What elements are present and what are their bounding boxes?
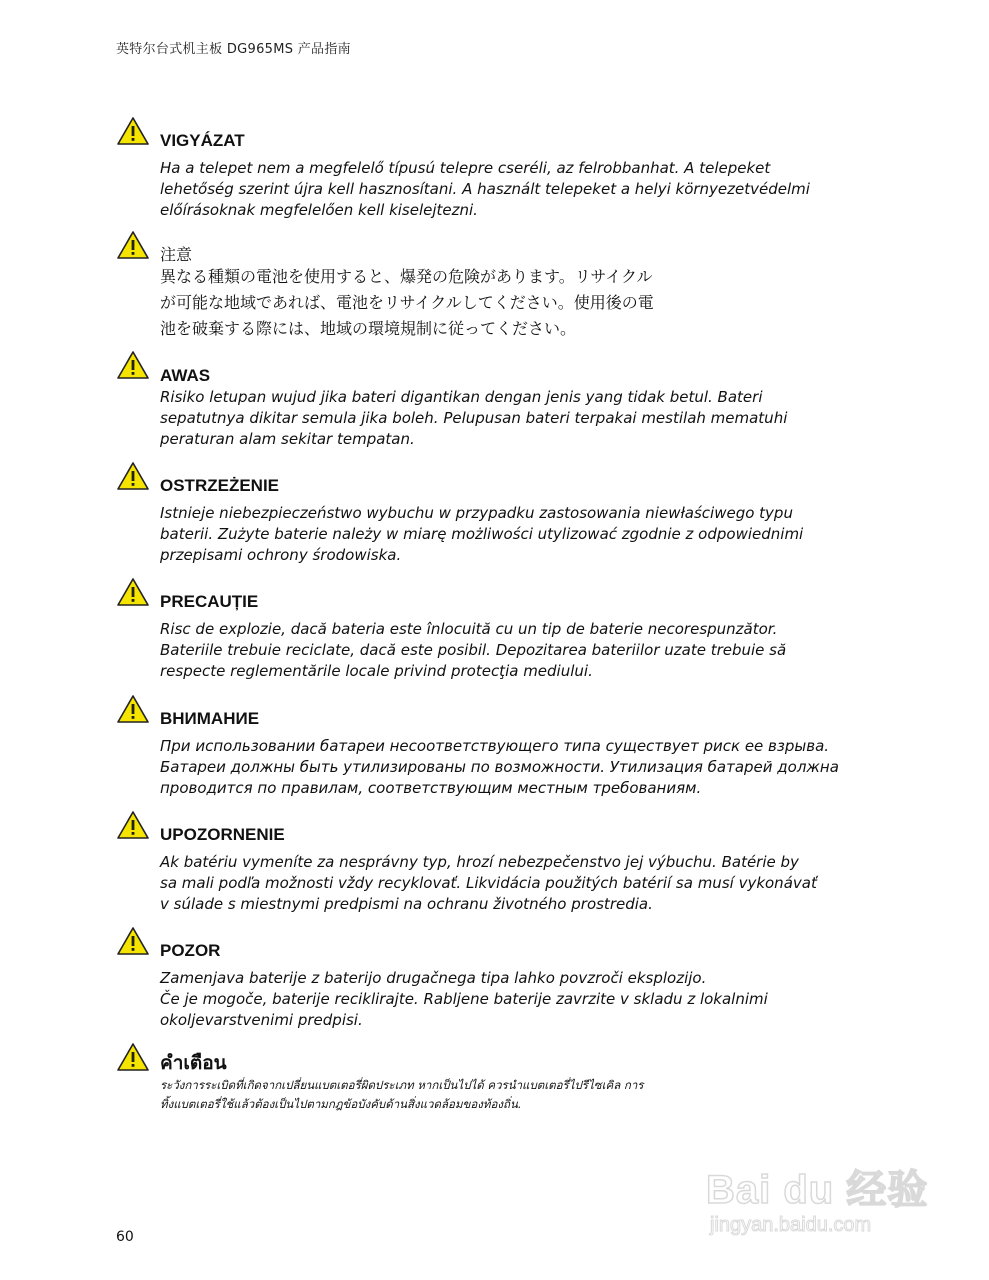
warning-text-line: sepatutnya dikitar semula jika boleh. Pelupusan bateri terpakai mestilah mematuhi — [160, 409, 788, 427]
warning-text — [160, 264, 880, 342]
warning-text-line: előírásoknak megfelelően kell kiselejtezni. — [160, 201, 478, 219]
warning-text-line: Če je mogoče, baterije reciklirajte. Rabljene baterije zavrzite v skladu z lokalnimi — [160, 990, 768, 1008]
warning-text-line: При использовании батареи несоответствующего типа существует риск ее взрыва. — [160, 737, 830, 755]
warning-text — [160, 619, 880, 682]
warning-title: VIGYÁZAT — [160, 131, 245, 150]
warning-text-line: ระวังการระเบิดที่เกิดจากเปลี่ยนแบตเตอรี่ผิดประเภท หากเป็นไปได้ ควรนำแบตเตอรี่ไปรีไซเคิล การ — [160, 1078, 644, 1092]
warning-triangle-icon — [116, 810, 150, 840]
warning-text — [160, 387, 880, 450]
warning-text-line: okoljevarstvenimi predpisi. — [160, 1011, 363, 1029]
warning-text-line: Bateriile trebuie reciclate, dacă este posibil. Depozitarea bateriilor uzate trebuie să — [160, 641, 787, 659]
warning-triangle-icon — [116, 577, 150, 607]
warning-text-line: Батареи должны быть утилизированы по возможности. Утилизация батарей должна — [160, 758, 839, 776]
warning-text-line: Risiko letupan wujud jika bateri digantikan dengan jenis yang tidak betul. Bateri — [160, 388, 763, 406]
warning-title: ВНИМАНИЕ — [160, 709, 260, 728]
warning-text — [160, 968, 880, 1031]
warning-title: POZOR — [160, 941, 221, 960]
warning-title: PRECAUȚIE — [160, 592, 259, 611]
warning-text-line: 池を破棄する際には、地域の環境規制に従ってください。 — [160, 319, 577, 338]
warning-text-line: проводится по правилам, соответствующим местным требованиям. — [160, 779, 702, 797]
warning-text-line: v súlade s miestnymi predpismi na ochranu životného prostredia. — [160, 895, 653, 913]
watermark-url: jingyan.baidu.com — [710, 1214, 872, 1236]
warning-triangle-icon — [116, 694, 150, 724]
warning-text-line: が可能な地域であれば、電池をリサイクルしてください。使用後の電 — [160, 293, 654, 312]
warning-text-line: lehetőség szerint újra kell hasznosítani. A használt telepeket a helyi környezetvédelmi — [160, 180, 810, 198]
warning-title: UPOZORNENIE — [160, 825, 285, 844]
warning-title: OSTRZEŻENIE — [160, 476, 280, 495]
warning-triangle-icon — [116, 926, 150, 956]
warning-text-line: przepisami ochrony środowiska. — [160, 546, 402, 564]
warning-text-line: Risc de explozie, dacă bateria este înlocuită cu un tip de baterie necorespunzător. — [160, 620, 778, 638]
warning-triangle-icon — [116, 230, 150, 260]
warning-text-line: Ha a telepet nem a megfelelő típusú telepre cseréli, az felrobbanhat. A telepeket — [160, 159, 771, 177]
warning-text-line: Ak batériu vymeníte za nesprávny typ, hrozí nebezpečenstvo jej výbuchu. Batérie by — [160, 853, 799, 871]
warning-triangle-icon — [116, 461, 150, 491]
warning-text-line: Istnieje niebezpieczeństwo wybuchu w przypadku zastosowania niewłaściwego typu — [160, 504, 793, 522]
warning-text-line: sa mali podľa možnosti vždy recyklovať. Likvidácia použitých batérií sa musí vykonávať — [160, 874, 817, 892]
warning-text-line: ทิ้งแบตเตอรี่ใช้แล้วต้องเป็นไปตามกฎข้อบังคับด้านสิ่งแวดล้อมของท้องถิ่น. — [160, 1097, 522, 1111]
warning-text-line: Zamenjava baterije z baterijo drugačnega tipa lahko povzroči eksplozijo. — [160, 969, 707, 987]
warning-title: AWAS — [160, 366, 211, 385]
warning-text — [160, 852, 880, 915]
warning-text-line: peraturan alam sekitar tempatan. — [160, 430, 415, 448]
warning-text-line: respecte reglementările locale privind protecţia mediului. — [160, 662, 593, 680]
warning-text — [160, 736, 880, 799]
watermark-brand: Bai du 经验 — [706, 1168, 929, 1212]
warning-text — [160, 158, 880, 221]
warning-triangle-icon — [116, 1042, 150, 1072]
baidu-watermark — [700, 1128, 970, 1248]
warning-text — [160, 503, 880, 566]
warning-triangle-icon — [116, 116, 150, 146]
warning-title: 注意 — [160, 247, 193, 264]
warning-triangle-icon — [116, 350, 150, 380]
warning-text-line: baterii. Zużyte baterie należy w miarę możliwości utylizować zgodnie z odpowiednimi — [160, 525, 804, 543]
warning-text-line: 異なる種類の電池を使用すると、爆発の危険があります。リサイクル — [160, 267, 653, 286]
page-number: 60 — [116, 1229, 134, 1245]
warning-text — [160, 1076, 880, 1114]
warning-title: คำเตือน — [160, 1053, 227, 1074]
running-header: 英特尔台式机主板 DG965MS 产品指南 — [116, 42, 351, 57]
